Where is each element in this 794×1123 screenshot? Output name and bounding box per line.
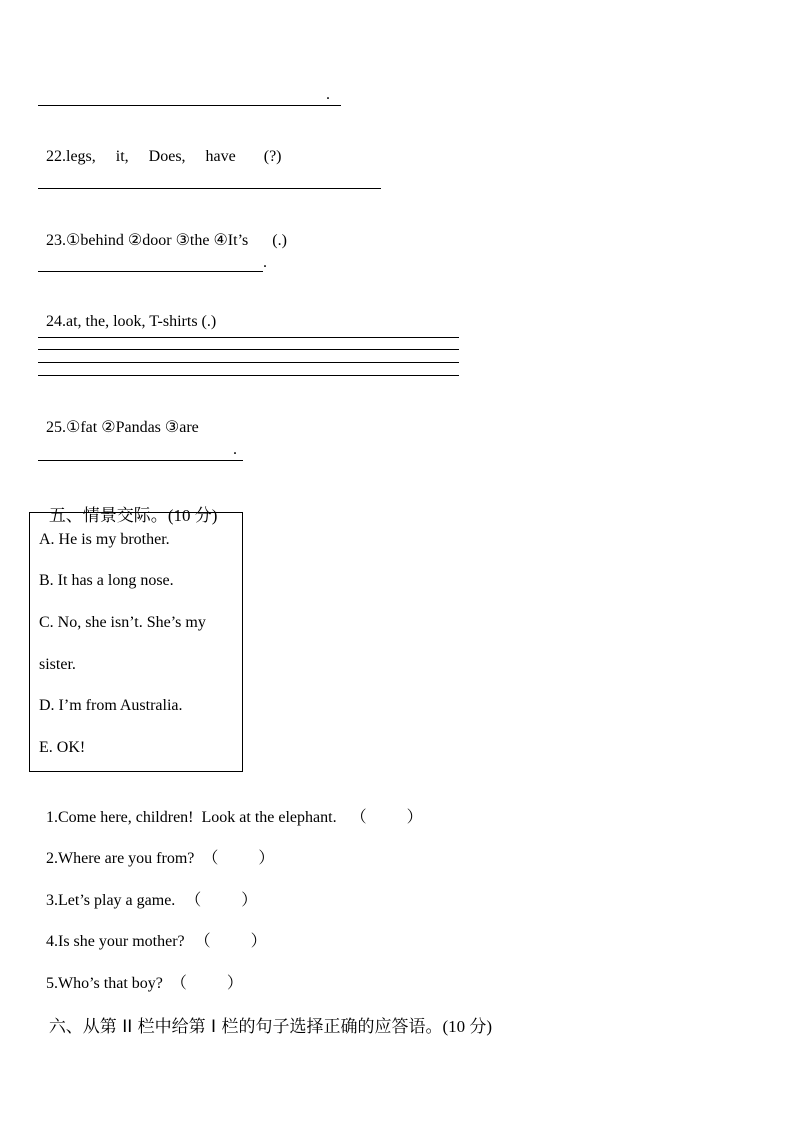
writing-line-24-2[interactable] <box>38 349 459 350</box>
section-5-title: 五、情景交际。 <box>48 506 168 526</box>
option-b: B. It has a long nose. <box>39 572 174 589</box>
question-23-text: ①behind ②door ③the ④It’s (.) <box>66 232 287 249</box>
dialogue-item-text: 1.Come here, children! Look at the elephant. <box>46 809 337 826</box>
answer-line-23-period: . <box>263 254 267 271</box>
question-24-text: at, the, look, T-shirts (.) <box>66 313 217 330</box>
answer-parenthesis[interactable]: （ ） <box>185 892 258 909</box>
question-24-number: 24. <box>46 313 66 330</box>
writing-line-24-3[interactable] <box>38 362 459 363</box>
dialogue-item-3 <box>38 869 257 910</box>
option-d: D. I’m from Australia. <box>39 697 183 714</box>
answer-line-22[interactable] <box>38 188 381 189</box>
answer-line-25-period: . <box>233 441 237 458</box>
option-c-continued: sister. <box>39 656 76 673</box>
answer-parenthesis[interactable]: （ ） <box>202 850 275 867</box>
answer-parenthesis[interactable]: （ ） <box>194 933 267 950</box>
writing-line-24-4[interactable] <box>38 375 459 376</box>
dialogue-item-text: 2.Where are you from? <box>46 850 195 867</box>
dialogue-item-2 <box>38 827 274 868</box>
option-e: E. OK! <box>39 739 86 756</box>
question-22-text: legs, it, Does, have (?) <box>66 148 282 165</box>
answer-line-21-period: . <box>326 86 330 103</box>
writing-line-24-1[interactable] <box>38 337 459 338</box>
section-6-title: 六、从第 II 栏中给第 I 栏的句子选择正确的应答语。 <box>48 1017 443 1037</box>
dialogue-item-text: 3.Let’s play a game. <box>46 892 176 909</box>
options-box <box>29 512 243 772</box>
dialogue-item-text: 4.Is she your mother? <box>46 933 185 950</box>
question-24 <box>38 295 216 331</box>
answer-line-21[interactable] <box>38 105 341 106</box>
answer-line-23[interactable] <box>38 271 263 272</box>
answer-line-25[interactable] <box>38 460 243 461</box>
question-23 <box>38 212 287 250</box>
question-25-number: 25. <box>46 419 66 436</box>
option-a: A. He is my brother. <box>39 531 170 548</box>
answer-parenthesis[interactable]: （ ） <box>350 809 423 826</box>
question-22 <box>38 130 282 166</box>
question-22-number: 22. <box>46 148 66 165</box>
option-c: C. No, she isn’t. She’s my <box>39 614 206 631</box>
section-6-heading <box>38 992 492 1037</box>
dialogue-item-5 <box>38 952 243 993</box>
dialogue-item-text: 5.Who’s that boy? <box>46 975 163 992</box>
section-6-score: (10 分) <box>442 1017 493 1036</box>
question-23-number: 23. <box>46 232 66 249</box>
dialogue-item-4 <box>38 910 267 951</box>
answer-parenthesis[interactable]: （ ） <box>170 975 243 992</box>
dialogue-item-1 <box>38 786 423 827</box>
question-25-text: ①fat ②Pandas ③are <box>66 419 199 436</box>
section-5-score: (10 分) <box>167 506 218 525</box>
question-25 <box>38 399 199 437</box>
